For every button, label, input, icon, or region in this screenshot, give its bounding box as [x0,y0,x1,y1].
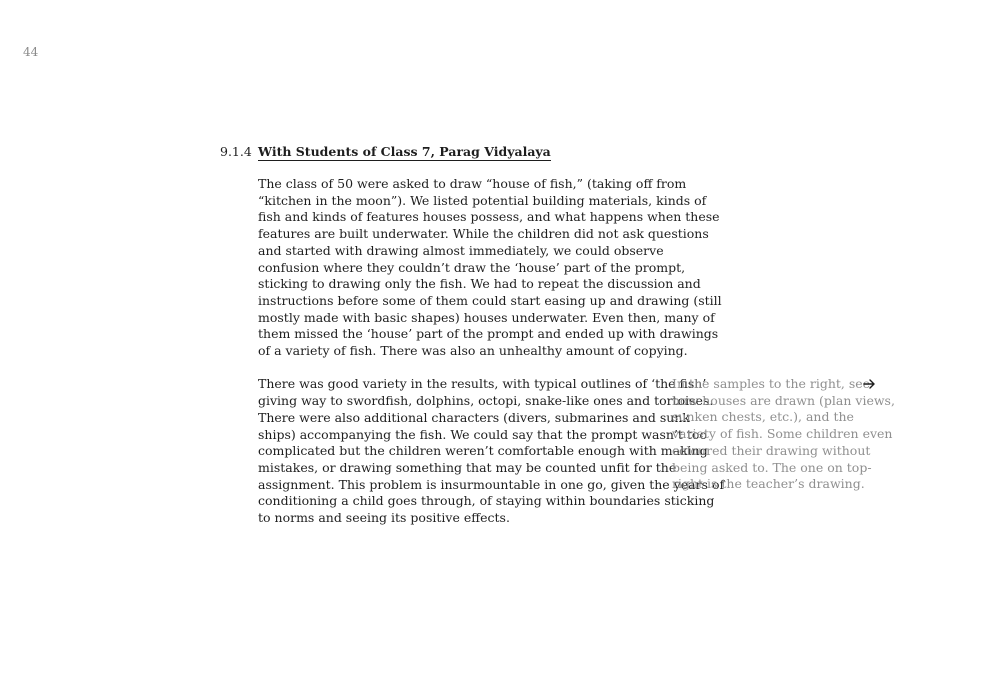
side-note-line: how houses are drawn (plan views, [672,392,895,408]
text-line: There was good variety in the results, with typical outlines of ‘the fish’ [258,376,707,392]
text-line: conditioning a child goes through, of staying within boundaries sticking [258,493,715,509]
paragraph [258,176,722,360]
text-line: mostly made with basic shapes) houses underwater. Even then, many of [258,309,715,325]
side-note-line: sunken chests, etc.), and the [672,409,854,425]
text-line: mistakes, or drawing something that may be counted unfit for the [258,459,677,475]
text-line: assignment. This problem is insurmountable in one go, given the years of [258,476,725,492]
body-text [258,176,725,543]
side-note [672,376,895,493]
side-note-line: In the samples to the right, see [672,376,871,391]
section-number: 9.1.4 [220,144,252,159]
paragraph [258,376,725,526]
side-note-line: being asked to. The one on top- [672,459,872,475]
text-line: giving way to swordfish, dolphins, octopi, snake-like ones and tortoises. [258,393,714,409]
text-line: ships) accompanying the fish. We could say that the prompt wasn’t too [258,426,707,442]
text-line: sticking to drawing only the fish. We had to repeat the discussion and [258,276,701,292]
text-line: confusion where they couldn’t draw the ‘house’ part of the prompt, [258,259,686,275]
text-line: The class of 50 were asked to draw “house of fish,” (taking off from [258,176,687,191]
side-note-line: variety of fish. Some children even [672,426,893,442]
text-line: complicated but the children weren’t comfortable enough with making [258,443,708,459]
text-line: features are built underwater. While the children did not ask questions [258,226,709,242]
text-line: There were also additional characters (divers, submarines and sunk [258,409,690,425]
page-number: 44 [23,45,39,59]
text-line: of a variety of fish. There was also an unhealthy amount of copying. [258,343,688,359]
side-note-line: right is the teacher’s drawing. [672,476,865,492]
text-line: to norms and seeing its positive effects. [258,510,510,526]
text-line: “kitchen in the moon”). We listed potential building materials, kinds of [258,192,707,208]
text-line: fish and kinds of features houses possess, and what happens when these [258,209,720,225]
side-note-line: coloured their drawing without [672,442,871,458]
text-line: them missed the ‘house’ part of the prompt and ended up with drawings [258,326,719,342]
text-line: and started with drawing almost immediately, we could observe [258,242,664,258]
text-line: instructions before some of them could start easing up and drawing (still [258,292,722,308]
section-title: With Students of Class 7, Parag Vidyalaya [258,144,551,159]
arrow-right-icon [862,377,876,391]
